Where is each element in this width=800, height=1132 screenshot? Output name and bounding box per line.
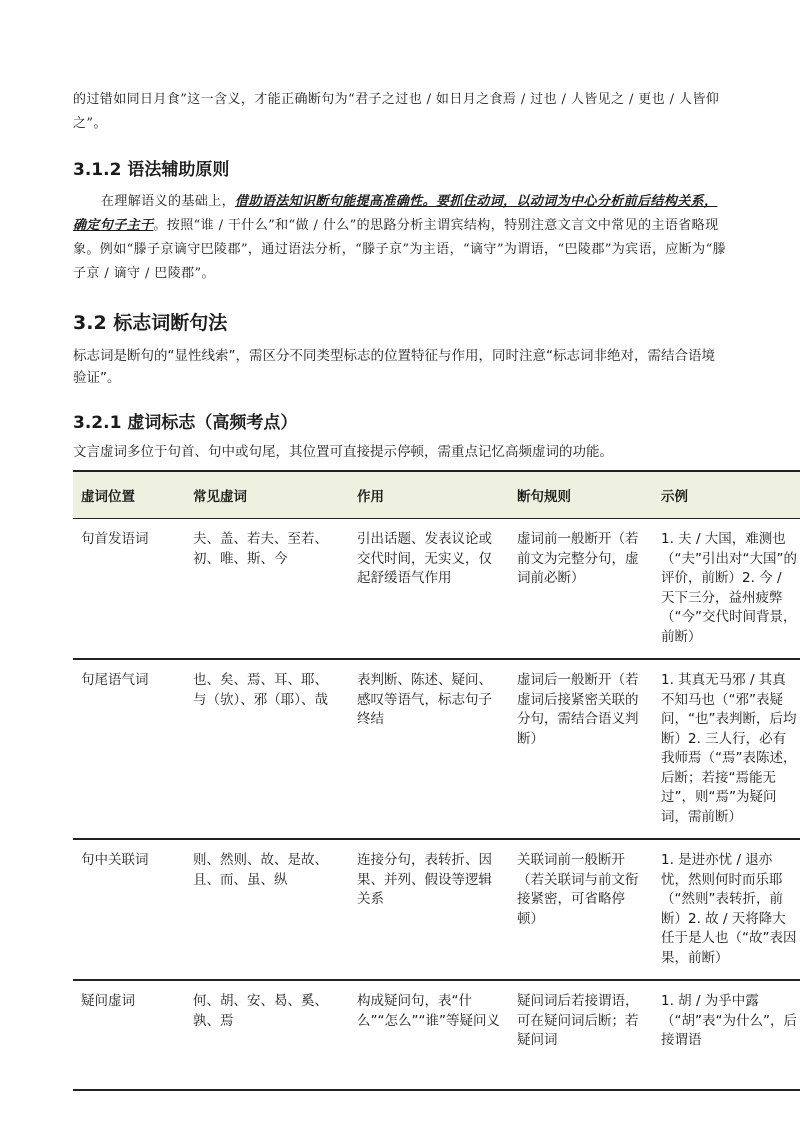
header-position: 虚词位置: [73, 471, 185, 519]
emphasized-text: 借助语法知识断句能提高准确性。要抓住动词，以动词为中心分析前后结构关系，确定句子主干: [73, 194, 718, 233]
function-words-table: [73, 470, 800, 1091]
cell-clip: 构成疑问句，表“什么”“怎么”“谁”等疑问义: [357, 993, 500, 1029]
paragraph-lead: 在理解语义的基础上，: [101, 194, 236, 209]
table-cell: 则、然则、故、是故、且、而、虽、纵: [185, 839, 349, 980]
cell-clip: 1. 胡 / 为乎中露（“胡”表“为什么”，后接谓语: [661, 993, 797, 1048]
table-cell: 连接分句，表转折、因果、并列、假设等逻辑关系: [349, 839, 509, 980]
table-row: [73, 519, 800, 660]
cell-clip: 疑问虚词: [81, 993, 135, 1009]
table-cell: 句中关联词: [73, 839, 185, 980]
header-example: 示例: [653, 471, 800, 519]
table-cell: 也、矣、焉、耳、耶、与（欤）、邪（耶）、哉: [185, 659, 349, 839]
table-cell: [653, 980, 800, 1090]
table-row: [73, 980, 800, 1090]
table-row: [73, 659, 800, 839]
table-header-row: [73, 471, 800, 519]
table-cell: 关联词前一般断开（若关联词与前文衔接紧密，可省略停顿）: [509, 839, 653, 980]
table-cell: [509, 980, 653, 1090]
table-cell: 1. 其真无马邪 / 其真不知马也（“邪”表疑问，“也”表判断，后均断）2. 三人行，必有我师焉（“焉”表陈述，后断；若接“焉能无过”，则“焉”为疑问词，需前断）: [653, 659, 800, 839]
table-cell: [349, 980, 509, 1090]
document-page: [73, 88, 797, 1091]
table-cell: 引出话题、发表议论或交代时间，无实义，仅起舒缓语气作用: [349, 519, 509, 660]
table-cell: 虚词后一般断开（若虚词后接紧密关联的分句，需结合语义判断）: [509, 659, 653, 839]
table-cell: [185, 980, 349, 1090]
section-heading-3-2: 3.2 标志词断句法: [73, 312, 228, 334]
section-heading-3-1-2: 3.1.2 语法辅助原则: [73, 160, 230, 180]
table-row: [73, 839, 800, 980]
table-cell: 虚词前一般断开（若前文为完整分句，虚词前必断）: [509, 519, 653, 660]
cell-clip: 疑问词后若接谓语，可在疑问词后断；若疑问词: [517, 993, 639, 1048]
table-cell: 1. 是进亦忧 / 退亦忧，然则何时而乐耶（“然则”表转折，前断）2. 故 / 天将降大任于是人也（“故”表因果，前断）: [653, 839, 800, 980]
section-3-2-1-paragraph: 文言虚词多位于句首、句中或句尾，其位置可直接提示停顿，需重点记忆高频虚词的功能。: [73, 444, 613, 460]
header-rule: 断句规则: [509, 471, 653, 519]
section-3-2-paragraph: 标志词是断句的“显性线索”，需区分不同类型标志的位置特征与作用，同时注意“标志词非绝对，需结合语境验证”。: [73, 348, 715, 386]
table-cell: 1. 夫 / 大国，难测也（“夫”引出对“大国”的评价，前断）2. 今 / 天下三分，益州疲弊（“今”交代时间背景，前断）: [653, 519, 800, 660]
cell-clip: 何、胡、安、曷、奚、孰、焉: [193, 993, 328, 1029]
paragraph-rest: 。按照“谁 / 干什么”和“做 / 什么”的思路分析主谓宾结构，特别注意文言文中常见的主语省略现象。例如“滕子京谪守巴陵郡”，通过语法分析，“滕子京”为主语，“谪守”为谓语，“巴陵郡”为宾语，应断为“滕子京 / 谪守 / 巴陵郡”。: [73, 218, 727, 281]
section-3-1-2-paragraph: [73, 190, 727, 286]
table-cell: 句尾语气词: [73, 659, 185, 839]
table-cell: 夫、盖、若夫、至若、初、唯、斯、今: [185, 519, 349, 660]
header-function: 作用: [349, 471, 509, 519]
section-heading-3-2-1: 3.2.1 虚词标志（高频考点）: [73, 413, 298, 433]
header-common-words: 常见虚词: [185, 471, 349, 519]
table-cell: 表判断、陈述、疑问、感叹等语气，标志句子终结: [349, 659, 509, 839]
intro-paragraph: 的过错如同日月食”这一含义，才能正确断句为“君子之过也 / 如日月之食焉 / 过也 / 人皆见之 / 更也 / 人皆仰之”。: [73, 92, 720, 131]
table-cell: 句首发语词: [73, 519, 185, 660]
table-cell: [73, 980, 185, 1090]
